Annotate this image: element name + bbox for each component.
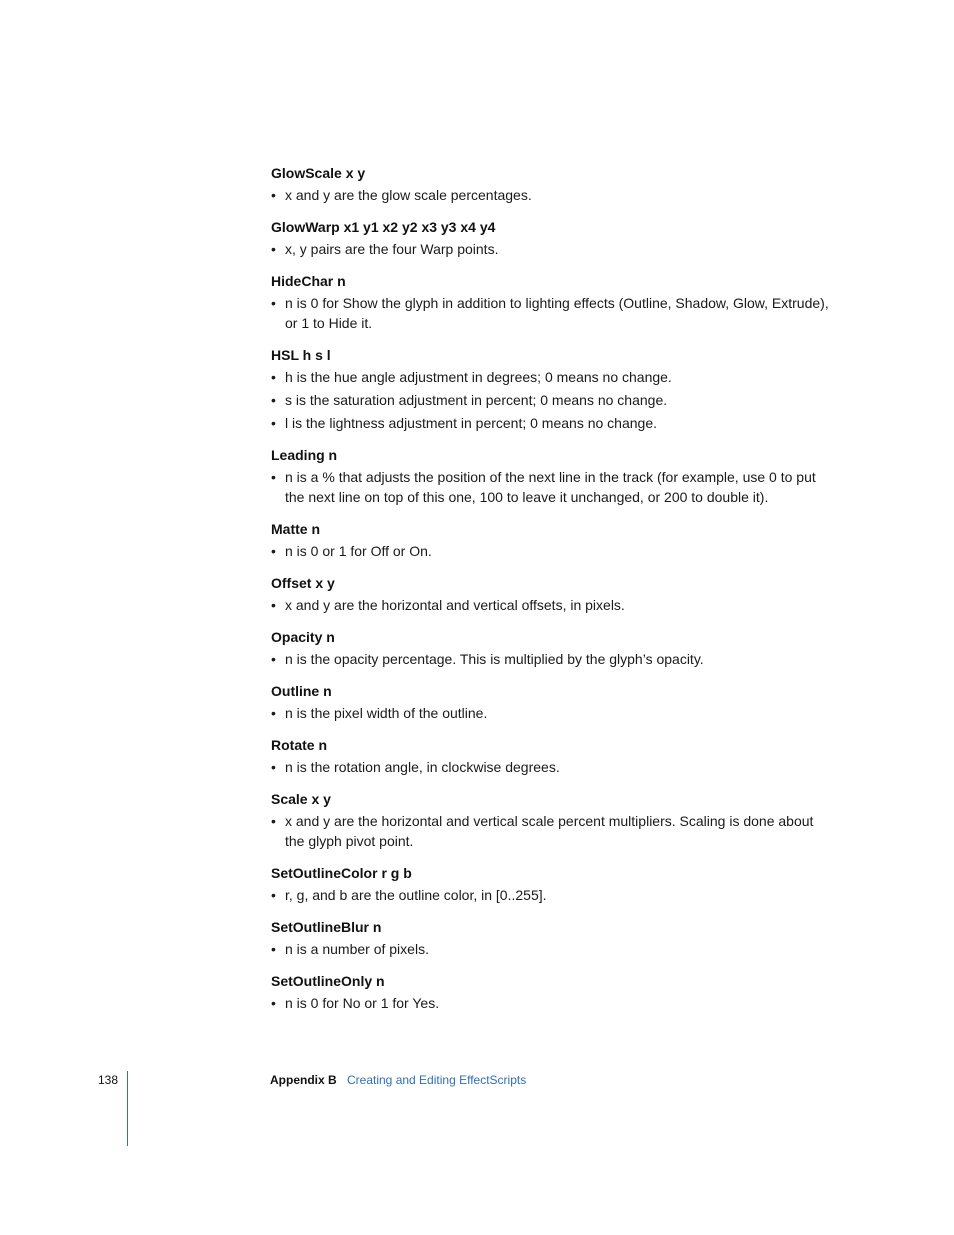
entry-offset: [271, 574, 831, 615]
entry-title: Matte n: [271, 521, 320, 537]
entry-hsl: [271, 346, 831, 433]
bullet-list: [271, 811, 831, 851]
entry-setoutlineblur: [271, 918, 831, 959]
footer-chapter-title: Creating and Editing EffectScripts: [347, 1073, 527, 1087]
entry-title: Rotate n: [271, 737, 327, 753]
bullet-list: [271, 649, 831, 669]
bullet-list: [271, 541, 831, 561]
bullet-item: • x and y are the horizontal and vertical scale percent multipliers. Scaling is done about the glyph pivot point.: [271, 811, 831, 851]
bullet-list: [271, 239, 831, 259]
bullet-item: • s is the saturation adjustment in percent; 0 means no change.: [271, 390, 831, 410]
entry-outline: [271, 682, 831, 723]
bullet-list: [271, 185, 831, 205]
bullet-list: [271, 703, 831, 723]
bullet-list: [271, 293, 831, 333]
entry-title: SetOutlineColor r g b: [271, 865, 412, 881]
entry-title: Opacity n: [271, 629, 335, 645]
page-number: 138: [98, 1073, 119, 1087]
bullet-list: [271, 939, 831, 959]
bullet-item: • x and y are the glow scale percentages.: [271, 185, 831, 205]
entry-title: HSL h s l: [271, 347, 331, 363]
entry-rotate: [271, 736, 831, 777]
bullet-item: • x, y pairs are the four Warp points.: [271, 239, 831, 259]
bullet-item: • n is the rotation angle, in clockwise degrees.: [271, 757, 831, 777]
footer-appendix-label: Appendix B: [270, 1073, 337, 1087]
bullet-item: • n is 0 for No or 1 for Yes.: [271, 993, 831, 1013]
entry-title: GlowWarp x1 y1 x2 y2 x3 y3 x4 y4: [271, 219, 496, 235]
bullet-item: • h is the hue angle adjustment in degrees; 0 means no change.: [271, 367, 831, 387]
entry-title: Offset x y: [271, 575, 335, 591]
bullet-item: • n is a number of pixels.: [271, 939, 831, 959]
entry-title: Leading n: [271, 447, 338, 463]
bullet-item: • n is 0 or 1 for Off or On.: [271, 541, 831, 561]
bullet-list: [271, 467, 831, 507]
bullet-item: • n is the pixel width of the outline.: [271, 703, 831, 723]
bullet-list: [271, 885, 831, 905]
bullet-item: • n is the opacity percentage. This is multiplied by the glyph’s opacity.: [271, 649, 831, 669]
entry-matte: [271, 520, 831, 561]
bullet-list: [271, 367, 831, 433]
entry-setoutlinecolor: [271, 864, 831, 905]
entry-title: HideChar n: [271, 273, 346, 289]
bullet-item: • x and y are the horizontal and vertical offsets, in pixels.: [271, 595, 831, 615]
page-content: [271, 164, 831, 1026]
entry-title: Scale x y: [271, 791, 331, 807]
entry-setoutlineonly: [271, 972, 831, 1013]
entry-leading: [271, 446, 831, 507]
entry-title: SetOutlineBlur n: [271, 919, 382, 935]
entry-title: Outline n: [271, 683, 332, 699]
bullet-item: • r, g, and b are the outline color, in [0..255].: [271, 885, 831, 905]
bullet-list: [271, 993, 831, 1013]
bullet-list: [271, 595, 831, 615]
entry-scale: [271, 790, 831, 851]
bullet-item: • n is 0 for Show the glyph in addition to lighting effects (Outline, Shadow, Glow, Extrude), or 1 to Hide it.: [271, 293, 831, 333]
entry-opacity: [271, 628, 831, 669]
bullet-list: [271, 757, 831, 777]
entry-glowscale: [271, 164, 831, 205]
bullet-item: • l is the lightness adjustment in percent; 0 means no change.: [271, 413, 831, 433]
entry-title: SetOutlineOnly n: [271, 973, 385, 989]
bullet-item: • n is a % that adjusts the position of the next line in the track (for example, use 0 to put the next line on top of this one, 100 to leave it unchanged, or 200 to double it).: [271, 467, 831, 507]
entry-hidechar: [271, 272, 831, 333]
entry-glowwarp: [271, 218, 831, 259]
footer-divider: [127, 1071, 128, 1146]
entry-title: GlowScale x y: [271, 165, 366, 181]
